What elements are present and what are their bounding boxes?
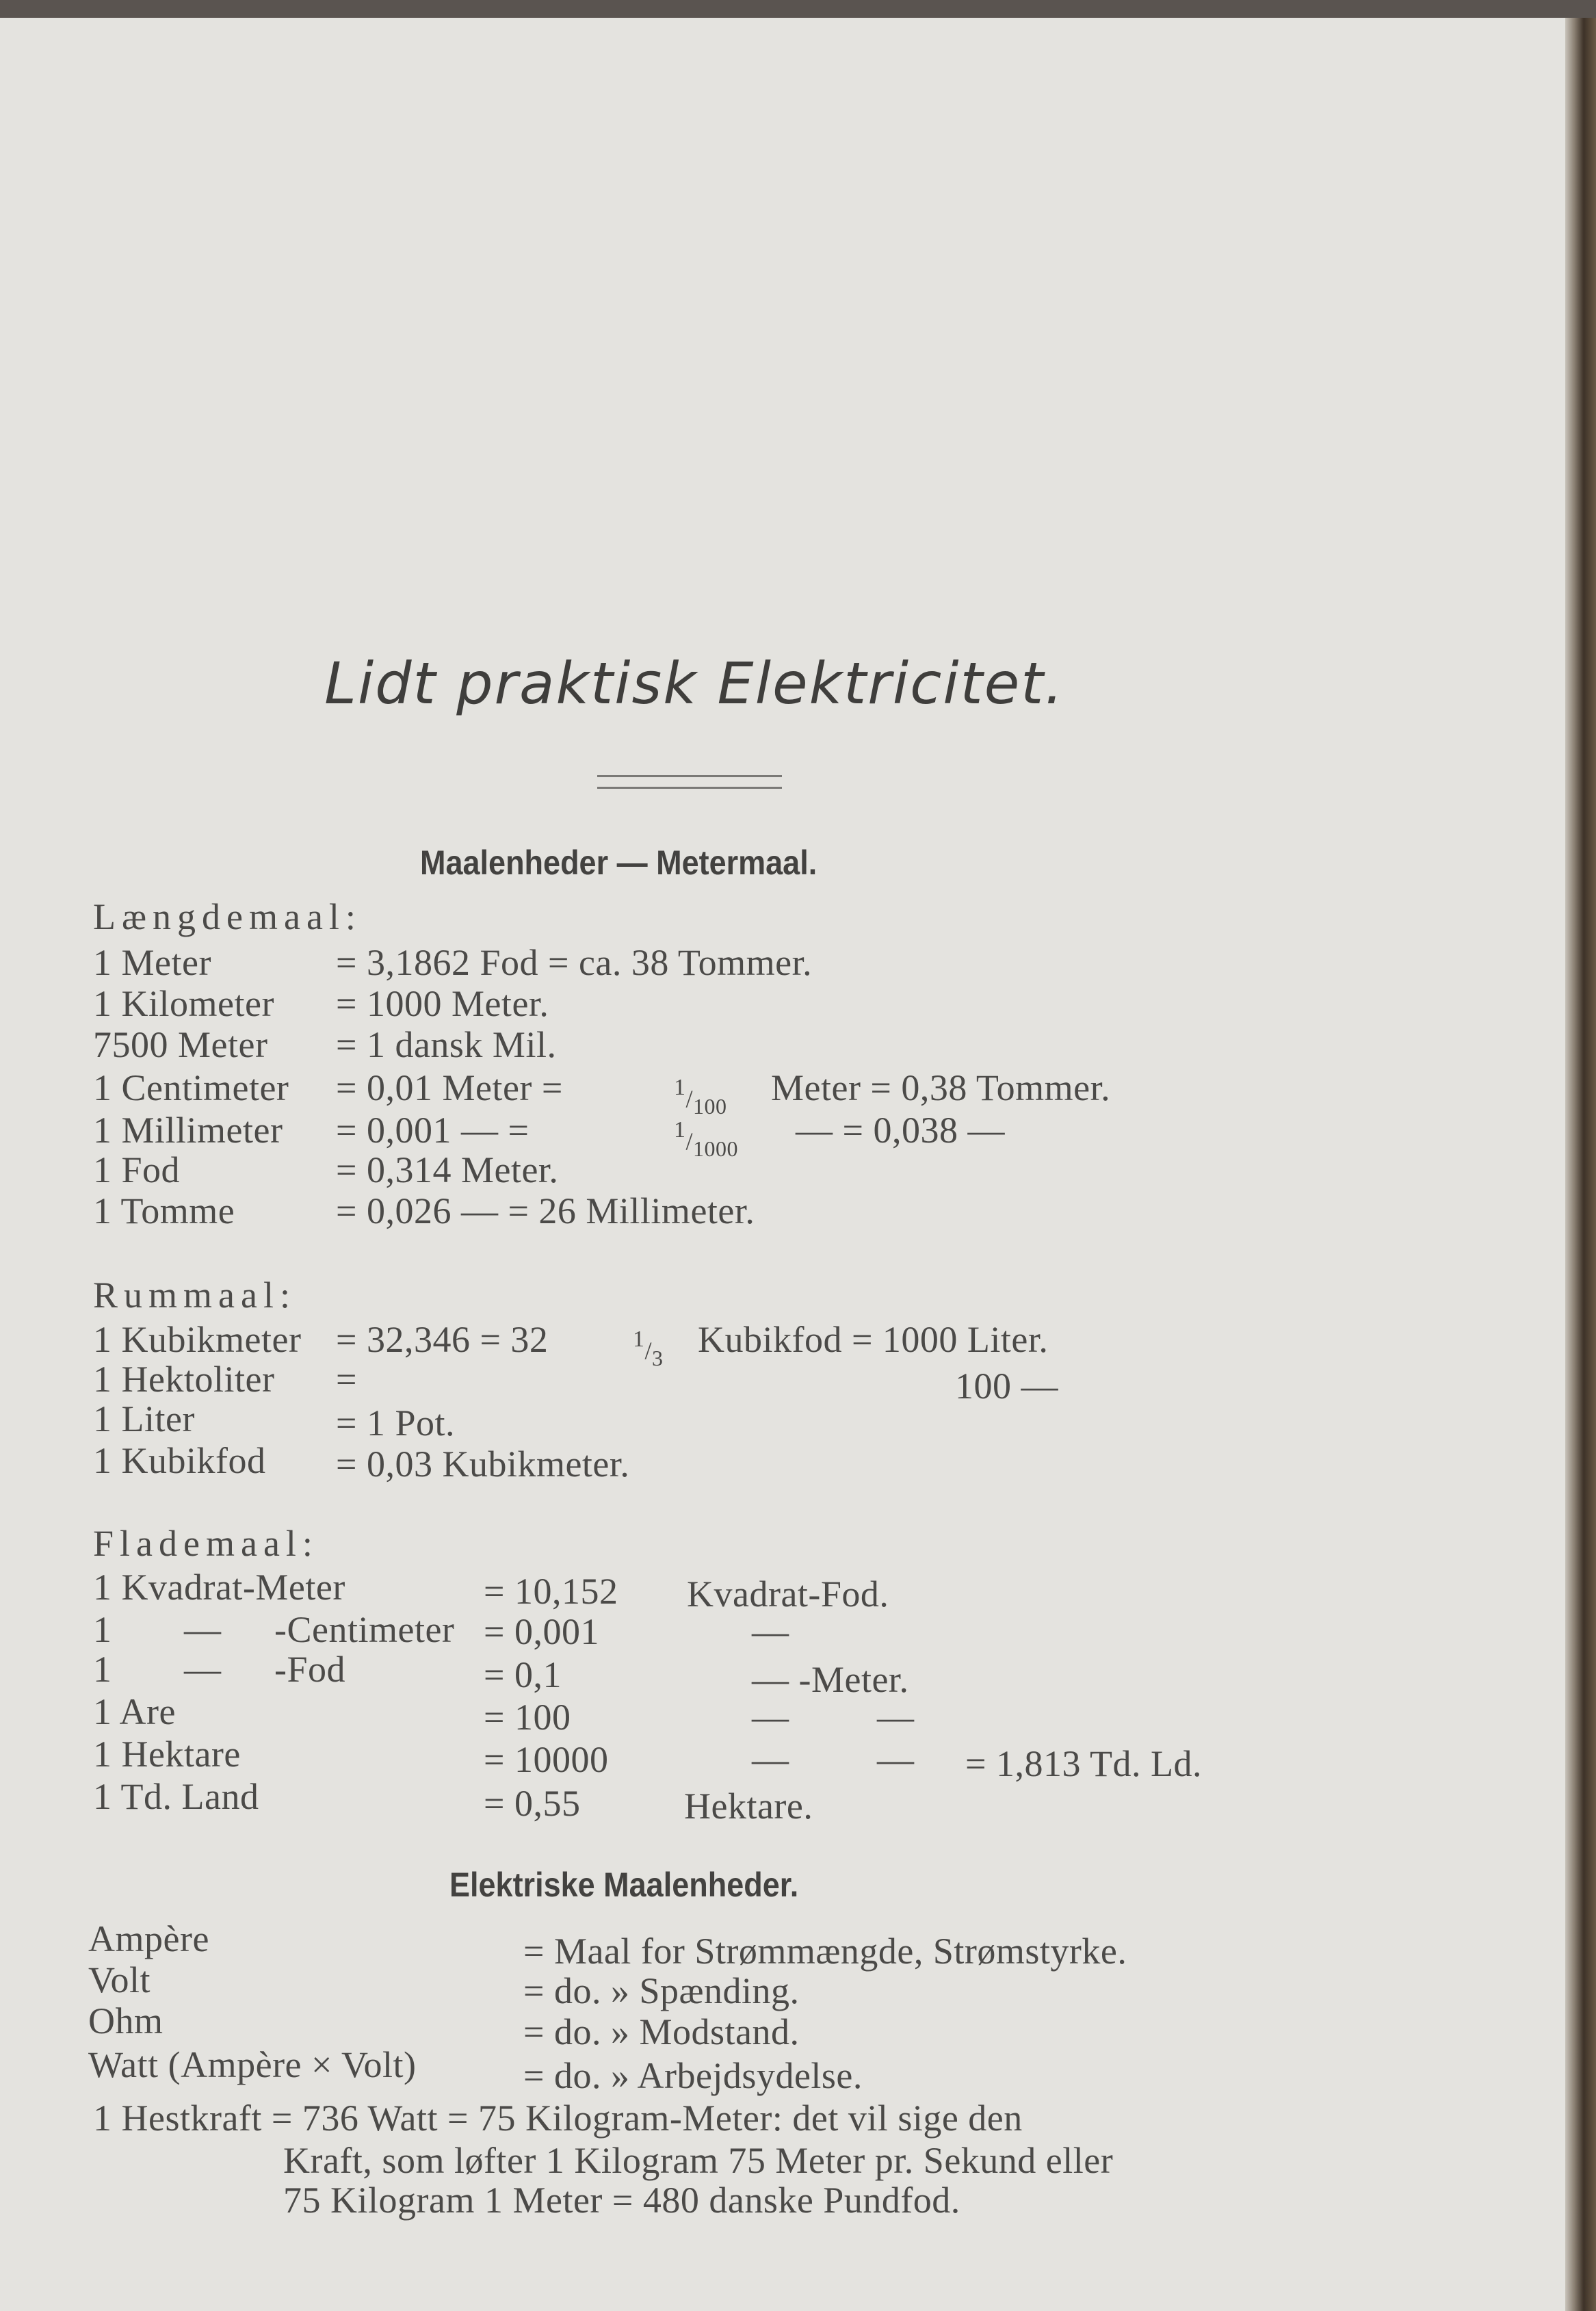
section-heading-metermaal: Maalenheder — Metermaal. (420, 844, 817, 882)
row-value: 100 — (955, 1366, 1058, 1407)
row-value: = 100 (484, 1697, 571, 1738)
row-value: = do. » Arbejdsydelse. (523, 2055, 863, 2096)
ditto-dash: — (184, 1609, 222, 1650)
row-value: = 0,55 (484, 1783, 581, 1824)
row-label: Ohm (88, 2000, 163, 2041)
fraction-denominator: 100 (693, 1094, 727, 1119)
row-label: 1 Kilometer (93, 983, 274, 1024)
row-value: = 3,1862 Fod = ca. 38 Tommer. (336, 942, 813, 983)
fraction-numerator: 1 (633, 1327, 645, 1352)
row-value: = 1 Pot. (336, 1402, 455, 1444)
row-value: = 0,001 — = (336, 1110, 529, 1151)
row-label: -Fod (274, 1649, 346, 1690)
row-value: = 0,1 (484, 1654, 562, 1695)
ditto-dash: — (877, 1739, 915, 1780)
row-label: Ampère (88, 1918, 209, 1959)
fraction: $^1/_{1000}$ (674, 1117, 739, 1161)
row-value: = 0,026 — = 26 Millimeter. (336, 1190, 755, 1231)
fraction-denominator: 3 (652, 1346, 664, 1370)
fraction-numerator: 1 (674, 1075, 686, 1100)
paragraph-line: 75 Kilogram 1 Meter = 480 danske Pundfod. (283, 2180, 960, 2221)
row-value: Kvadrat-Fod. (687, 1574, 889, 1615)
double-rule-divider (597, 775, 782, 789)
row-value: = Maal for Strømmængde, Strømstyrke. (523, 1931, 1127, 1972)
subheading-laengdemaal: Længdemaal: (93, 896, 362, 937)
row-value: = 1,813 Td. Ld. (965, 1743, 1202, 1784)
row-label: 1 Kubikmeter (93, 1319, 302, 1360)
fraction-denominator: 1000 (693, 1136, 739, 1161)
row-value: = 10,152 (484, 1571, 618, 1612)
row-value: = 0,01 Meter = (336, 1067, 563, 1108)
subheading-flademaal: Flademaal: (93, 1523, 319, 1564)
row-value: = 1 dansk Mil. (336, 1024, 557, 1065)
row-value: — = 0,038 — (796, 1110, 1005, 1151)
fraction-numerator: 1 (674, 1117, 686, 1143)
row-value: = (336, 1359, 357, 1400)
row-value: = 0,03 Kubikmeter. (336, 1444, 630, 1485)
row-value: = 32,346 = 32 (336, 1319, 549, 1360)
row-label: 1 Td. Land (93, 1776, 259, 1817)
ditto-dash: — (752, 1611, 789, 1652)
row-value: = do. » Spænding. (523, 1970, 800, 2011)
fraction: $^1/_{100}$ (674, 1075, 727, 1119)
row-label: Volt (88, 1959, 151, 2000)
row-value: = 1000 Meter. (336, 983, 549, 1024)
row-label: -Centimeter (274, 1609, 455, 1650)
row-label: 1 Tomme (93, 1190, 235, 1231)
row-value: — -Meter. (752, 1659, 909, 1700)
row-value: Hektare. (684, 1786, 813, 1827)
row-label: 1 Hektare (93, 1734, 241, 1775)
subheading-rummaal: Rummaal: (93, 1275, 296, 1316)
book-page-edge (1565, 18, 1596, 2311)
row-value: Meter = 0,38 Tommer. (771, 1067, 1111, 1108)
row-label: 1 (93, 1609, 112, 1650)
row-value: = 10000 (484, 1739, 609, 1780)
row-label: Watt (Ampère × Volt) (88, 2044, 417, 2085)
ditto-dash: — (877, 1697, 915, 1738)
row-label: 1 Centimeter (93, 1067, 289, 1108)
row-label: 1 Kubikfod (93, 1440, 266, 1481)
row-label: 1 Kvadrat-Meter (93, 1567, 345, 1608)
row-value: = 0,001 (484, 1611, 599, 1652)
ditto-dash: — (184, 1649, 222, 1690)
paragraph-line: 1 Hestkraft = 736 Watt = 75 Kilogram-Meter: det vil sige den (93, 2098, 1023, 2139)
row-value: Kubikfod = 1000 Liter. (698, 1319, 1049, 1360)
row-label: 1 Meter (93, 942, 211, 983)
row-value: = 0,314 Meter. (336, 1149, 559, 1190)
row-label: 1 Are (93, 1691, 176, 1732)
scan-top-border (0, 0, 1596, 18)
row-label: 1 Fod (93, 1149, 181, 1190)
page-title: Lidt praktisk Elektricitet. (324, 650, 1064, 717)
row-label: 1 Hektoliter (93, 1359, 275, 1400)
row-label: 7500 Meter (93, 1024, 268, 1065)
row-value: = do. » Modstand. (523, 2011, 800, 2052)
ditto-dash: — (752, 1739, 789, 1780)
row-label: 1 Liter (93, 1398, 195, 1439)
row-label: 1 Millimeter (93, 1110, 283, 1151)
paragraph-line: Kraft, som løfter 1 Kilogram 75 Meter pr. Sekund eller (283, 2140, 1114, 2181)
ditto-dash: — (752, 1697, 789, 1738)
row-label: 1 (93, 1649, 112, 1690)
fraction: $^1/_3$ (633, 1327, 664, 1370)
section-heading-elektriske: Elektriske Maalenheder. (449, 1866, 799, 1904)
